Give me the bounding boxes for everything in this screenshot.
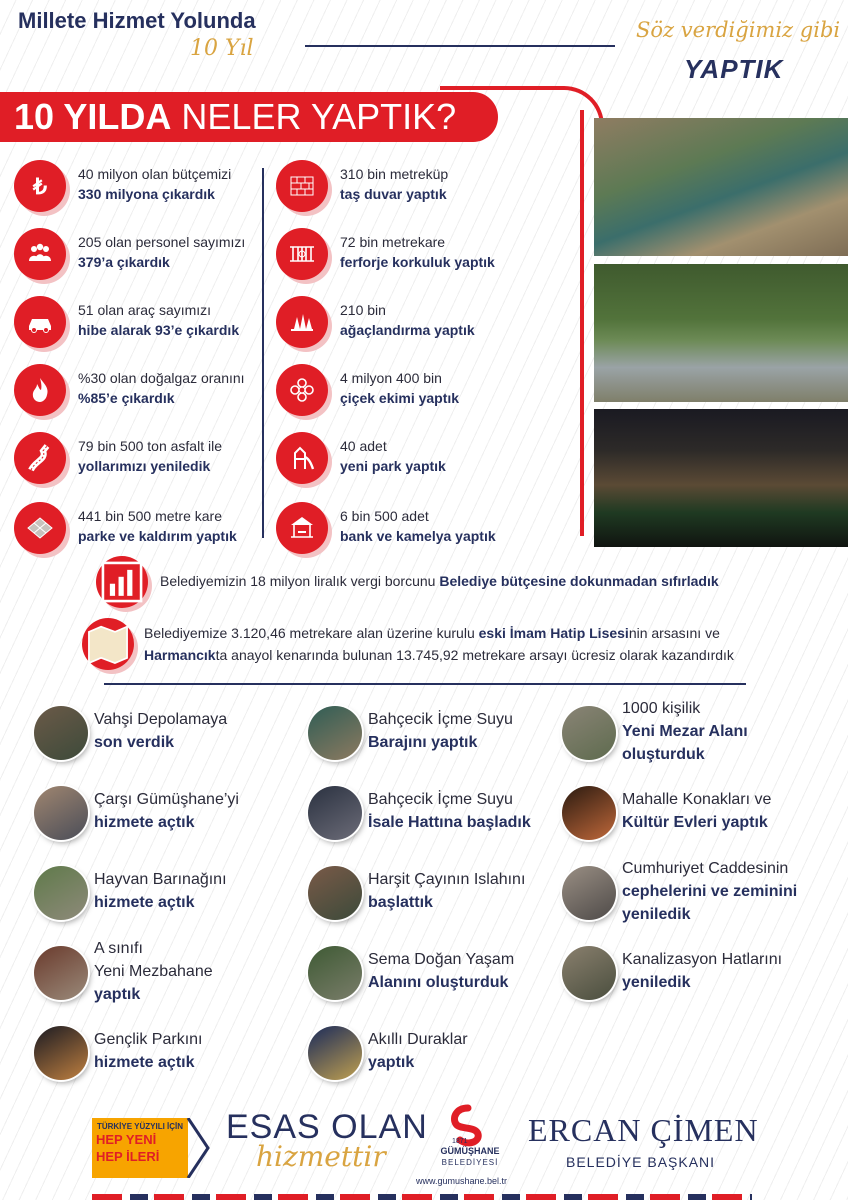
- badge-top-text: TÜRKİYE YÜZYILI İÇİN: [96, 1122, 184, 1131]
- stat-text: [78, 164, 231, 204]
- stat-line2: ağaçlandırma yaptık: [340, 322, 475, 338]
- project-photo: [562, 706, 616, 760]
- stat-line1: 310 bin metreküp: [340, 166, 449, 182]
- stat-text: [340, 164, 448, 204]
- stat-line1: %30 olan doğalgaz oranını: [78, 370, 245, 386]
- stat-line2: 379’a çıkardık: [78, 254, 170, 270]
- project-line-bold: Yeni Mezar Alanı: [622, 722, 748, 740]
- project-line-bold: yeniledik: [622, 974, 691, 991]
- header-slogan: Söz verdiğimiz gibi: [636, 18, 841, 42]
- project-item: [622, 857, 797, 926]
- land-text-1: Belediyemize 3.120,46 metrekare alan üzerine kurulu: [144, 625, 479, 641]
- stat-text: [78, 436, 222, 476]
- project-item: [94, 788, 239, 834]
- project-line-bold: başlattık: [368, 894, 433, 911]
- land-text-2: eski İmam Hatip Lisesi: [478, 625, 629, 641]
- stat-text: [340, 300, 475, 340]
- stat-line1: 72 bin metrekare: [340, 234, 446, 250]
- project-photo: [34, 946, 88, 1000]
- logo-city: GÜMÜŞHANE: [440, 1146, 500, 1156]
- photo-dam: [594, 118, 848, 256]
- map-icon: [82, 618, 134, 670]
- mayor-name: ERCAN ÇİMEN: [528, 1112, 759, 1148]
- project-photo: [562, 786, 616, 840]
- badge-line2: HEP İLERİ: [96, 1149, 160, 1164]
- stat-line1: 441 bin 500 metre kare: [78, 508, 222, 524]
- stat-line2: bank ve kamelya yaptık: [340, 528, 496, 544]
- banner-title: [14, 96, 456, 138]
- project-line-bold: yeniledik: [622, 905, 691, 923]
- stat-line2: yollarımızı yeniledik: [78, 458, 211, 474]
- project-line-bold: Barajını yaptık: [368, 734, 478, 751]
- stat-text: [78, 300, 239, 340]
- land-text: [144, 622, 794, 666]
- project-line: Mahalle Konakları ve: [622, 791, 772, 808]
- banner-title-bold: 10 YILDA: [14, 96, 172, 137]
- project-photo: [562, 946, 616, 1000]
- project-line: Bahçecik İçme Suyu: [368, 711, 513, 728]
- project-photo: [34, 866, 88, 920]
- project-line: Yeni Mezbahane: [94, 962, 213, 980]
- stats-column-divider: [262, 168, 264, 538]
- project-line: Sema Doğan Yaşam: [368, 951, 515, 968]
- project-line: Çarşı Gümüşhane’yi: [94, 791, 239, 808]
- logo-year: 1871: [452, 1138, 468, 1145]
- land-text-4: Harmancık: [144, 647, 216, 663]
- project-item: [94, 708, 227, 754]
- project-line-bold: İsale Hattına başladık: [368, 814, 531, 831]
- project-line: Hayvan Barınağını: [94, 871, 227, 888]
- header-slogan-bold: YAPTIK: [684, 54, 784, 84]
- flower-icon: [276, 364, 328, 416]
- project-item: [622, 948, 782, 994]
- photo-accent-line: [580, 110, 584, 536]
- stat-text: [340, 506, 496, 546]
- stat-line1: 40 adet: [340, 438, 387, 454]
- project-line: Akıllı Duraklar: [368, 1031, 468, 1048]
- project-line-bold: yaptık: [368, 1054, 415, 1071]
- car-icon: [14, 296, 66, 348]
- stat-line1: 40 milyon olan bütçemizi: [78, 166, 232, 182]
- project-line: Vahşi Depolamaya: [94, 711, 228, 728]
- footer-esas-olan: ESAS OLAN: [226, 1108, 428, 1146]
- project-line: Bahçecik İçme Suyu: [368, 791, 513, 808]
- header-title: Millete Hizmet Yolunda: [18, 8, 256, 33]
- project-line-bold: yaptık: [94, 985, 141, 1003]
- people-icon: [14, 228, 66, 280]
- playground-icon: [276, 432, 328, 484]
- project-item: [94, 937, 213, 1006]
- debt-text: [160, 570, 719, 592]
- land-text-5: ta anayol kenarında bulunan 13.745,92 metrekare arsayı ücresiz olarak kazandırdık: [215, 647, 734, 663]
- stat-line1: 79 bin 500 ton asfalt ile: [78, 438, 222, 454]
- project-photo: [34, 1026, 88, 1080]
- stat-line2: hibe alarak 93’e çıkardık: [78, 322, 240, 338]
- project-item: [368, 948, 514, 994]
- land-text-3: nin arsasını ve: [628, 625, 720, 641]
- project-photo: [308, 786, 362, 840]
- project-line-bold: hizmete açtık: [94, 1054, 195, 1071]
- project-photo: [34, 706, 88, 760]
- chevron-right-icon: [186, 1118, 210, 1178]
- paving-icon: [14, 502, 66, 554]
- project-line-bold: Alanını oluşturduk: [368, 974, 509, 991]
- stat-line2: yeni park yaptık: [340, 458, 446, 474]
- project-item: [622, 697, 748, 766]
- project-photo: [562, 866, 616, 920]
- section-divider: [104, 683, 746, 685]
- project-item: [368, 708, 513, 754]
- project-line-bold: oluşturduk: [622, 745, 705, 763]
- photo-night-square: [594, 409, 848, 547]
- project-line-bold: hizmete açtık: [94, 894, 195, 911]
- stat-text: [78, 368, 245, 408]
- debt-text-bold: Belediye bütçesine dokunmadan sıfırladık: [439, 573, 719, 589]
- project-photo: [308, 1026, 362, 1080]
- stat-line1: 51 olan araç sayımızı: [78, 302, 212, 318]
- photo-park: [594, 264, 848, 402]
- slogan-badge: [92, 1118, 188, 1178]
- flame-icon: [14, 364, 66, 416]
- header-years: 10 Yıl: [190, 36, 254, 61]
- footer-hizmettir: hizmettir: [256, 1140, 386, 1173]
- project-item: [94, 1028, 202, 1074]
- project-photo: [308, 946, 362, 1000]
- project-photo: [308, 706, 362, 760]
- project-line-bold: cephelerini ve zeminini: [622, 882, 798, 900]
- project-line: A sınıfı: [94, 939, 143, 957]
- stat-line1: 210 bin: [340, 302, 386, 318]
- badge-line1: HEP YENİ: [96, 1132, 157, 1147]
- project-photo: [308, 866, 362, 920]
- stat-line2: parke ve kaldırım yaptık: [78, 528, 237, 544]
- stat-text: [340, 436, 446, 476]
- project-item: [622, 788, 771, 834]
- stat-line2: %85’e çıkardık: [78, 390, 175, 406]
- project-item: [368, 788, 531, 834]
- project-line: Kanalizasyon Hatlarını: [622, 951, 783, 968]
- header-divider: [305, 45, 615, 47]
- chart-icon: [96, 556, 148, 608]
- project-line-bold: Kültür Evleri yaptık: [622, 814, 768, 831]
- stat-line2: ferforje korkuluk yaptık: [340, 254, 495, 270]
- stat-line1: 6 bin 500 adet: [340, 508, 429, 524]
- railing-icon: [276, 228, 328, 280]
- stat-line2: 330 milyona çıkardık: [78, 186, 215, 202]
- project-line: Cumhuriyet Caddesinin: [622, 859, 789, 877]
- road-icon: [14, 432, 66, 484]
- wall-icon: [276, 160, 328, 212]
- stat-text: [78, 506, 237, 546]
- website-link[interactable]: www.gumushane.bel.tr: [416, 1176, 508, 1186]
- project-line-bold: hizmete açtık: [94, 814, 195, 831]
- project-item: [368, 1028, 468, 1074]
- logo-belediyesi: BELEDİYESİ: [441, 1158, 499, 1167]
- stat-line2: taş duvar yaptık: [340, 186, 447, 202]
- stat-text: [340, 368, 459, 408]
- stat-text: [340, 232, 495, 272]
- debt-text-pre: Belediyemizin 18 milyon liralık vergi borcunu: [160, 573, 440, 589]
- lira-icon: [14, 160, 66, 212]
- trees-icon: [276, 296, 328, 348]
- stat-text: [78, 232, 245, 272]
- project-line: Harşit Çayının Islahını: [368, 871, 526, 888]
- project-item: [368, 868, 525, 914]
- stat-line1: 4 milyon 400 bin: [340, 370, 442, 386]
- banner-title-rest: NELER YAPTIK?: [181, 96, 457, 137]
- stat-line1: 205 olan personel sayımızı: [78, 234, 246, 250]
- project-line: Gençlik Parkını: [94, 1031, 203, 1048]
- gazebo-icon: [276, 502, 328, 554]
- project-line: 1000 kişilik: [622, 699, 701, 717]
- bottom-strip: [92, 1194, 752, 1200]
- project-photo: [34, 786, 88, 840]
- project-item: [94, 868, 227, 914]
- svg-text:₺: ₺: [33, 174, 47, 199]
- mayor-role: BELEDİYE BAŞKANI: [566, 1154, 716, 1170]
- stat-line2: çiçek ekimi yaptık: [340, 390, 460, 406]
- project-line-bold: son verdik: [94, 734, 175, 751]
